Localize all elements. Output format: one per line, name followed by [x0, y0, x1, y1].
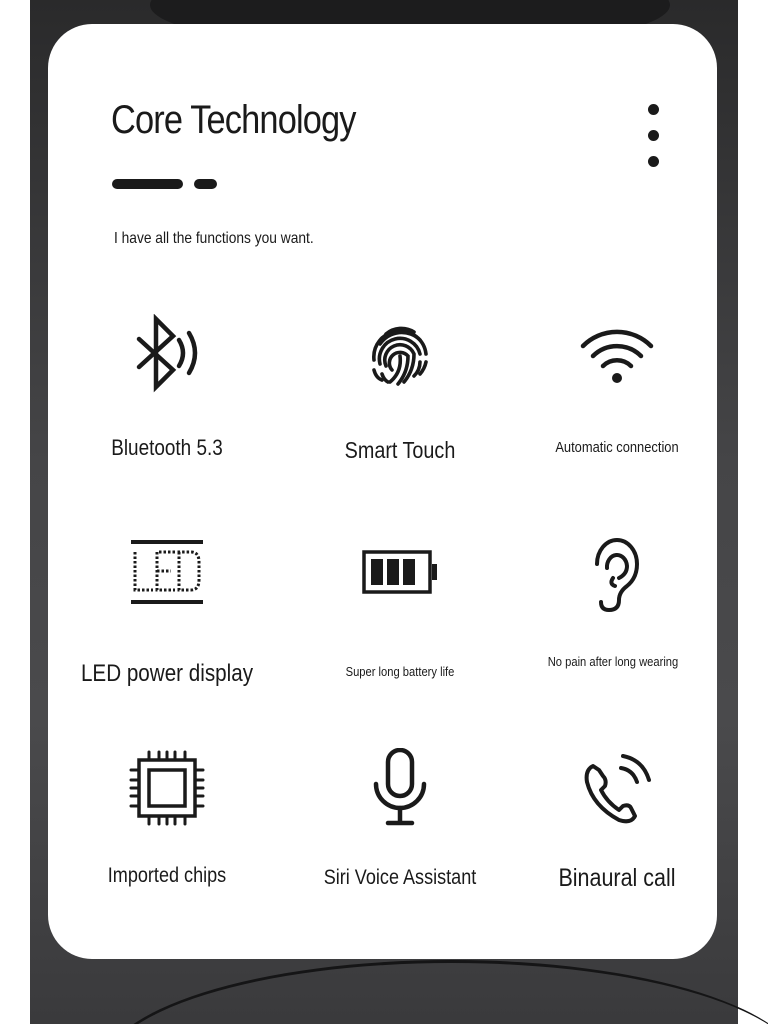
feature-siri-voice-assistant [283, 748, 517, 898]
feature-label: Siri Voice Assistant [323, 866, 477, 889]
microphone-icon [360, 748, 440, 828]
led-icon [127, 534, 207, 614]
ear-icon [573, 534, 653, 614]
feature-imported-chips [50, 748, 284, 898]
chip-icon [127, 748, 207, 828]
feature-label: No pain after long wearing [547, 654, 679, 669]
phone-call-icon [577, 748, 657, 828]
feature-label: Smart Touch [344, 437, 456, 463]
feature-automatic-connection [500, 314, 734, 464]
feature-smart-touch [283, 314, 517, 464]
feature-bluetooth [50, 314, 284, 464]
title-underline-short [194, 179, 217, 189]
feature-label: Automatic connection [555, 439, 679, 456]
bluetooth-icon [127, 314, 207, 394]
page-title: Core Technology [111, 98, 356, 142]
feature-label: Imported chips [107, 864, 227, 887]
feature-battery-life [283, 534, 517, 684]
feature-label: Binaural call [558, 864, 676, 892]
page-subtitle: I have all the functions you want. [114, 230, 314, 247]
feature-label: Super long battery life [345, 664, 455, 679]
feature-binaural-call [500, 748, 734, 898]
feature-no-pain-wearing [496, 534, 730, 684]
more-options-icon[interactable] [642, 104, 666, 174]
battery-icon [360, 534, 440, 614]
feature-label: Bluetooth 5.3 [111, 435, 223, 460]
feature-led-power-display [50, 534, 284, 687]
feature-label: LED power display [80, 660, 254, 687]
title-underline-long [112, 179, 183, 189]
feature-card [48, 24, 717, 959]
wifi-icon [577, 314, 657, 394]
fingerprint-icon [360, 314, 440, 394]
